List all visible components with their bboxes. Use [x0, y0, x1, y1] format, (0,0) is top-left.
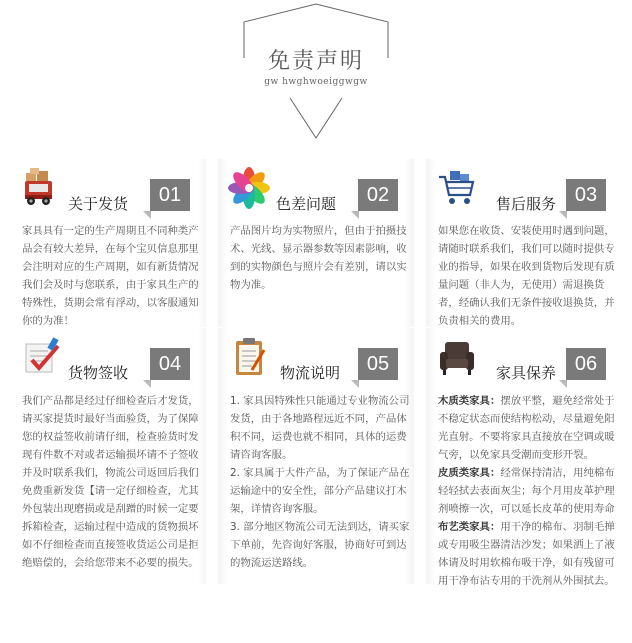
header	[0, 0, 632, 145]
page-title: 免责声明	[267, 49, 364, 74]
maintenance-text: 用干净的棉布、羽制毛掸或专用吸尘器清洁沙发；如果洒上了液体请及时用软棉布吸干净，如有残留可用干净布沾专用的干洗剂从外围拭去。	[438, 521, 615, 587]
section-receipt	[10, 328, 206, 584]
section-paragraph: 家具具有一定的生产周期且不同种类产品会有较大差异，在每个宝贝信息那里会注明对应的生产周期，如有新货情况我们会及时与您联系，由于家具生产的特殊性，货期会常有浮动，以客服通知你的为准！	[22, 225, 199, 327]
section-title: 货物签收	[68, 364, 129, 382]
checklist-icon	[20, 336, 62, 378]
section-text	[22, 222, 204, 330]
logistics-item: 2. 家具属于大件产品，为了保证产品在运输途中的安全性，部分产品建议打木架，详情咨询客服。	[230, 467, 410, 515]
section-title: 家具保养	[496, 364, 557, 382]
section-number-badge: 03	[566, 179, 606, 211]
section-text	[230, 222, 412, 294]
maintenance-item	[438, 464, 620, 518]
maintenance-text: 摆放平整，避免经常处于不稳定状态而使结构松动，尽量避免阳光直射。不要将家具直接放在空调或暖气旁，以免家具受潮而变形开裂。	[438, 395, 615, 461]
section-after-sales	[426, 159, 622, 327]
section-text	[230, 392, 412, 572]
section-paragraph: 产品图片均为实物照片，但由于拍摄技术、光线、显示器参数等因素影响，收到的实物颜色与照片会有差别，请以实物为准。	[230, 225, 407, 291]
maintenance-text: 经常保持清洁，用纯棉布轻轻拭去表面灰尘；每个月用皮革护理剂喷擦一次，可以延长皮革的使用寿命	[438, 467, 615, 515]
maintenance-label: 木质类家具：	[438, 395, 501, 407]
section-paragraph: 如果您在收货、安装使用时遇到问题，请随时联系我们，我们可以随时提供专业的指导，如果在收到货物后发现有质量问题（非人为，无使用）需退换货者，经确认我们无条件接收退换货，并负责相关的费用。	[438, 225, 615, 327]
section-number-badge: 02	[358, 179, 398, 211]
section-logistics	[218, 328, 414, 584]
section-color-difference	[218, 159, 414, 327]
maintenance-label: 皮质类家具：	[438, 467, 501, 479]
maintenance-label: 布艺类家具：	[438, 521, 501, 533]
section-title: 售后服务	[496, 195, 557, 213]
section-title: 色差问题	[276, 195, 337, 213]
section-number-badge: 01	[150, 179, 190, 211]
clipboard-icon	[228, 336, 270, 378]
section-text	[22, 392, 204, 572]
section-number-badge: 04	[150, 348, 190, 380]
truck-icon	[20, 167, 62, 209]
section-number-badge: 06	[566, 348, 606, 380]
section-title: 物流说明	[280, 364, 341, 382]
logistics-item: 1. 家具因特殊性只能通过专业物流公司发货，由于各地路程远近不同，产品体积不同，运费也就不相同，具体的运费请咨询客服。	[230, 395, 410, 461]
maintenance-item	[438, 518, 620, 590]
section-maintenance	[426, 328, 622, 587]
page-subtitle: gw hwghwoeiggwgw	[264, 77, 368, 87]
shopping-cart-icon	[436, 167, 478, 209]
logistics-item: 3. 部分地区物流公司无法到达，请买家下单前，先咨询好客服，协商好可到达的物流运送路线。	[230, 521, 410, 569]
section-text	[438, 222, 620, 330]
section-title: 关于发货	[68, 195, 129, 213]
armchair-icon	[436, 336, 478, 378]
section-paragraph: 我们产品都是经过仔细检查后才发货，请买家提货时最好当面验货，为了保障您的权益签收前请仔细，检查验货时发现有件数不对或者运输损坏请不子签收并及时联系我们，物流公司返回后我们免费重新发货【请一定仔细检查，尤其外包装出现磨损或是刮蹭的时候一定要拆箱检查，运输过程中造成的货物损坏如不仔细检查而直接签收货运公司是拒绝赔偿的，会给您带来不必要的损失。	[22, 395, 199, 569]
color-wheel-icon	[228, 167, 270, 209]
section-number-badge: 05	[358, 348, 398, 380]
maintenance-item	[438, 392, 620, 464]
section-shipping	[10, 159, 206, 327]
section-text	[438, 392, 620, 590]
